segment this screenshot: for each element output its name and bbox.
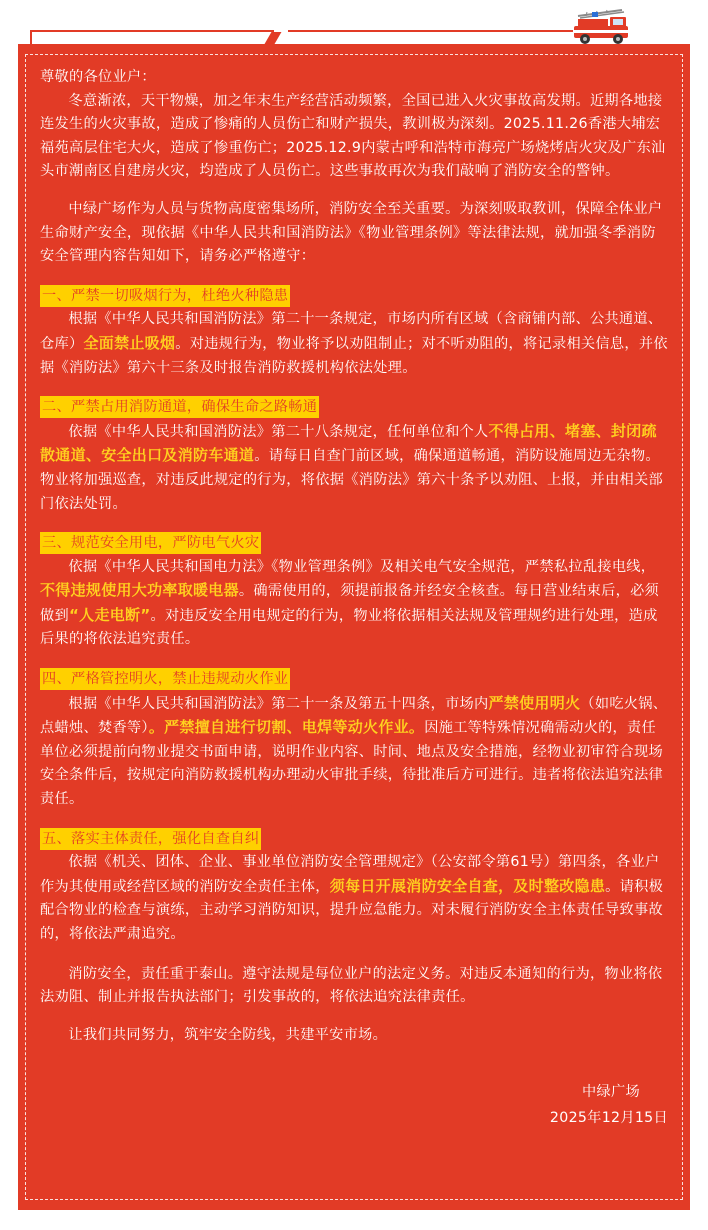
- body-text: 。对违规行为，物业将予以劝阻制止；对不听劝阻的，将记录相关信息，并依据《消防法》第六十三条及时报告消防救援机构依法处理。: [40, 335, 668, 376]
- section-heading-row: [40, 396, 668, 420]
- notice-content: [40, 66, 668, 1131]
- top-slash-accent: [265, 32, 282, 44]
- highlighted-text: 不得占用、堵塞、封闭疏散通道、安全出口及消防车通道: [40, 421, 657, 465]
- body-text: 依据《机关、团体、企业、事业单位消防安全管理规定》（公安部令第61号）第四条，各业户作为其使用或经营区域的消防安全责任主体，: [40, 854, 660, 895]
- bottom-rule: [18, 1212, 690, 1216]
- sections-list: [40, 285, 668, 947]
- body-text: 冬意渐浓，天干物燥，加之年末生产经营活动频繁，全国已进入火灾事故高发期。近期各地接连发生的火灾事故，造成了惨痛的人员伤亡和财产损失，教训极为深刻。2025.11.26香港大埔宏福苑高层住宅大火，造成了惨重伤亡；2025.12.9内蒙古呼和浩特市海亮广场烧烤店火灾及广东汕头市潮南区自建房火灾，均造成了人员伤亡。这些事故再次为我们敲响了消防安全的警钟。: [40, 92, 666, 180]
- body-text: 根据《中华人民共和国消防法》第二十一条规定，市场内所有区域（含商铺内部、公共通道、仓库）: [40, 311, 663, 352]
- section-body: [40, 420, 668, 516]
- closing-call: 让我们共同努力，筑牢安全防线，共建平安市场。: [68, 1026, 388, 1043]
- section-heading-row: [40, 532, 668, 556]
- body-text: 。请积极配合物业的检查与演练，主动学习消防知识，提升应急能力。对未履行消防安全主体责任导致事故的，将依法严肃追究。: [40, 878, 664, 942]
- section-body: [40, 556, 668, 652]
- signature: 中绿广场: [582, 1084, 640, 1101]
- section-heading: 四、严格管控明火，禁止违规动火作业: [40, 668, 290, 690]
- section-body: [40, 692, 668, 812]
- highlighted-text: 须每日开展消防安全自查，及时整改隐患: [329, 876, 606, 895]
- section-heading-row: [40, 828, 668, 852]
- highlighted-text: 严禁使用明火: [488, 693, 581, 712]
- section-heading-row: [40, 285, 668, 309]
- purpose-paragraph: 中绿广场作为人员与货物高度密集场所，消防安全至关重要。为深刻吸取教训，保障全体业户生命财产安全，现依据《中华人民共和国消防法》《物业管理条例》等法律法规，就加强冬季消防安全管理内容告知如下，请务必严格遵守：: [40, 200, 663, 265]
- section-heading: 一、严禁一切吸烟行为，杜绝火种隐患: [40, 285, 290, 307]
- section-body: [40, 851, 668, 946]
- notice-date: 2025年12月15日: [549, 1109, 668, 1126]
- section-heading: 三、规范安全用电，严防电气火灾: [40, 532, 261, 554]
- highlighted-text: 全面禁止吸烟: [83, 333, 176, 352]
- top-rule-left: [30, 30, 274, 32]
- body-text: （如吃火锅、点蜡烛、焚香等）: [40, 695, 668, 737]
- notice-panel: [18, 44, 690, 1210]
- section-body: [40, 308, 668, 380]
- top-rule-right: [288, 30, 573, 32]
- highlighted-text: 不得违规使用大功率取暖电器: [40, 581, 239, 600]
- body-text: 。确需使用的，须提前报备并经安全核查。每日营业结束后，必须做到: [40, 583, 660, 624]
- body-text: 。请每日自查门前区域，确保通道畅通，消防设施周边无杂物。物业将加强巡查，对违反此规定的行为，将依据《消防法》第六十条予以劝阻、上报，并由相关部门依法处罚。: [40, 448, 663, 512]
- intro-paragraph: [40, 90, 668, 184]
- top-decoration: [0, 0, 708, 48]
- section-heading-row: [40, 668, 668, 692]
- body-text: 因施工等特殊情况确需动火的，责任单位必须提前向物业提交书面申请，说明作业内容、时间、地点及安全措施，经物业初审符合现场安全条件后，按规定向消防救援机构办理动火审批手续，待批准后方可进行。违者将依法追究法律责任。: [40, 720, 663, 808]
- body-text: 依据《中华人民共和国电力法》《物业管理条例》及相关电气安全规范，严禁私拉乱接电线，: [68, 558, 656, 575]
- highlighted-text: “人走电断”: [68, 605, 151, 624]
- greeting: 尊敬的各位业户：: [40, 69, 156, 85]
- body-text: 根据《中华人民共和国消防法》第二十一条及第五十四条，市场内: [68, 695, 489, 712]
- section-heading: 二、严禁占用消防通道，确保生命之路畅通: [40, 396, 319, 418]
- closing-paragraph: 消防安全，责任重于泰山。遵守法规是每位业户的法定义务。对违反本通知的行为，物业将依法劝阻、制止并报告执法部门；引发事故的，将依法追究法律责任。: [40, 965, 663, 1006]
- body-text: 。对违反安全用电规定的行为，物业将依据相关法规及管理规约进行处理，造成后果的将依法追究责任。: [40, 607, 658, 648]
- section-heading: 五、落实主体责任，强化自查自纠: [40, 828, 261, 850]
- highlighted-text: 。严禁擅自进行切割、电焊等动火作业。: [148, 718, 425, 737]
- fire-truck-icon: [572, 6, 632, 46]
- body-text: 依据《中华人民共和国消防法》第二十八条规定，任何单位和个人: [68, 423, 489, 440]
